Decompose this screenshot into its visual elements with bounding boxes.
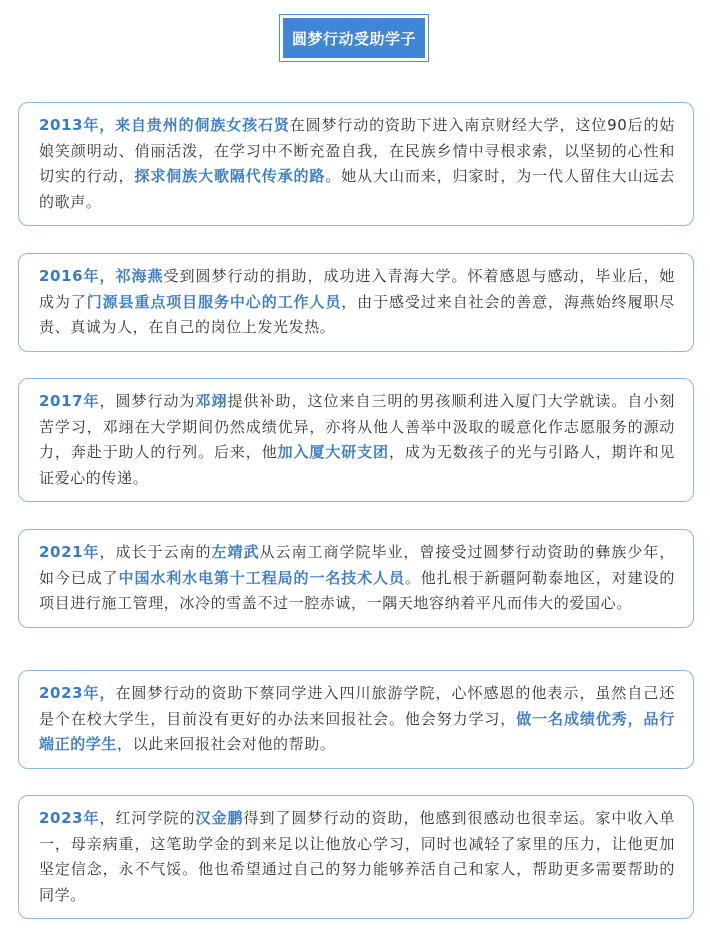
story-segment: 在圆梦行动的资助下蔡同学进入四川旅游学院，心怀感恩的他表示，虽然自己还是个在校大学生，目前没有更好的办法来回报社会。他会努力学习， <box>39 684 675 728</box>
story-year: 2016年， <box>39 267 116 285</box>
story-year: 2021年 <box>39 543 100 561</box>
story-text <box>39 806 675 908</box>
story-segment: 提供补助，这位来自三明的男孩顺利进入厦门大学就读。自小刻苦学习，邓翊在大学期间仍然成绩优异，亦将从他人善举中汲取的暖意化作志愿服务的源动力，奔赴于助人的行列。后来，他 <box>39 392 676 461</box>
story-text <box>39 389 675 491</box>
story-card-2016-qihaiyan <box>18 253 694 352</box>
page-title-box <box>279 14 429 62</box>
story-segment: 在圆梦行动的资助下进入南京财经大学，这位90后的姑娘笑颜明动、俏丽活泼，在学习中不断充盈自我，在民族乡情中寻根求索，以坚韧的心性和切实的行动， <box>39 116 675 185</box>
story-card-2013-shixian <box>18 102 694 226</box>
story-highlight: 做一名成绩优秀，品行端正的学生 <box>39 709 675 753</box>
story-year-name: 2013年，来自贵州的侗族女孩石贤 <box>39 116 290 134</box>
story-segment: 从云南工商学院毕业，曾接受过圆梦行动资助的彝族少年，如今已成了 <box>39 543 675 587</box>
story-segment: 受到圆梦行动的捐助，成功进入青海大学。怀着感恩与感动，毕业后，她成为了 <box>39 267 676 311</box>
story-highlight: 加入厦大研支团 <box>277 443 389 461</box>
story-year: 2017年 <box>39 392 100 410</box>
story-card-2017-dengyi <box>18 378 694 502</box>
story-name: 汉金鹏 <box>195 809 244 827</box>
story-highlight: 门源县重点项目服务中心的工作人员 <box>86 292 342 311</box>
story-segment: ，成长于云南的 <box>99 543 212 561</box>
story-segment: ，圆梦行动为 <box>99 392 196 410</box>
story-card-2023-hanjinpeng <box>18 795 694 919</box>
story-text <box>39 540 675 617</box>
story-year: 2023年， <box>39 684 116 702</box>
page-title: 圆梦行动受助学子 <box>283 18 425 58</box>
story-name: 左靖武 <box>211 543 260 561</box>
story-text <box>39 681 675 758</box>
story-name: 祁海燕 <box>115 267 164 285</box>
story-year: 2023年 <box>39 809 100 827</box>
story-highlight: 中国水利水电第十工程局的一名技术人员 <box>118 568 405 587</box>
story-card-2021-zuojingwu <box>18 529 694 628</box>
story-segment: 得到了圆梦行动的资助，他感到很感动也很幸运。家中收入单一，母亲病重，这笔助学金的到来足以让他放心学习，同时也减轻了家里的压力，让他更加坚定信念，永不气馁。他也希望通过自己的努力能够养活自己和家人，帮助更多需要帮助的同学。 <box>39 809 676 904</box>
story-segment: ，由于感受过来自社会的善意，海燕始终履职尽责、真诚为人，在自己的岗位上发光发热。 <box>39 292 675 336</box>
story-text <box>39 264 675 341</box>
story-highlight: 探求侗族大歌隔代传承的路 <box>134 167 326 185</box>
story-segment: 。他扎根于新疆阿勒泰地区，对建设的项目进行施工管理，冰冷的雪盖不过一腔赤诚，一隅天地容纳着平凡而伟大的爱国心。 <box>39 568 675 612</box>
story-text <box>39 113 675 215</box>
story-segment: ，以此来回报社会对他的帮助。 <box>117 735 336 753</box>
story-segment: 。她从大山而来，归家时，为一代人留住大山远去的歌声。 <box>39 167 675 211</box>
story-segment: ，成为无数孩子的光与引路人，期许和见证爱心的传递。 <box>39 443 675 487</box>
story-card-2023-cai <box>18 670 694 769</box>
story-segment: ，红河学院的 <box>99 809 196 827</box>
story-name: 邓翊 <box>195 392 228 410</box>
